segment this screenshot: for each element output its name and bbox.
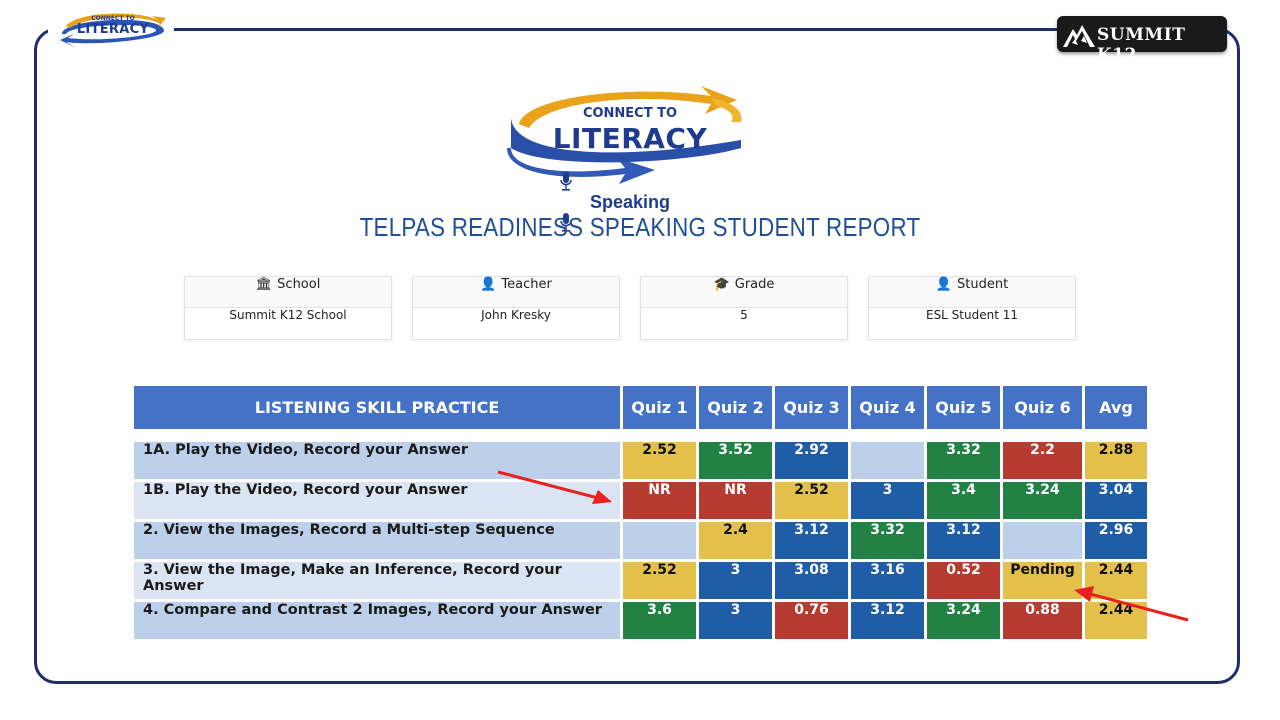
logo-small-line2: LITERACY: [76, 22, 150, 37]
logo-line2: LITERACY: [552, 122, 708, 155]
score-cell: [1003, 522, 1082, 559]
teacher-info-card: [412, 276, 620, 340]
header-quiz-3: Quiz 3: [775, 386, 848, 429]
score-cell: 3.12: [927, 522, 1000, 559]
score-cell: 3.24: [927, 602, 1000, 639]
score-cell: 0.52: [927, 562, 1000, 599]
score-cell: 3.6: [623, 602, 696, 639]
student-info-card: [868, 276, 1076, 340]
speaking-text: Speaking: [589, 192, 671, 212]
graduation-cap-icon: 🎓: [713, 277, 730, 292]
score-cell: 3.08: [775, 562, 848, 599]
score-cell: 0.88: [1003, 602, 1082, 639]
mountain-icon: [1063, 21, 1095, 47]
microphone-icon: [560, 172, 572, 192]
score-cell: 3.52: [699, 442, 772, 479]
bank-icon: 🏛: [255, 277, 273, 292]
connect-to-literacy-logo: [505, 78, 755, 212]
header-quiz-6: Quiz 6: [1003, 386, 1082, 429]
score-cell: 3.32: [851, 522, 924, 559]
row-label: 2. View the Images, Record a Multi-step Sequence: [134, 522, 620, 559]
score-cell: 3.16: [851, 562, 924, 599]
annotation-arrow-icon: [490, 468, 620, 508]
school-value: Summit K12 School: [229, 308, 347, 322]
score-cell: 2.52: [775, 482, 848, 519]
avg-cell: 2.88: [1085, 442, 1147, 479]
score-cell: 3.24: [1003, 482, 1082, 519]
logo-line1: CONNECT TO: [582, 106, 678, 121]
score-cell: 3.4: [927, 482, 1000, 519]
header-quiz-1: Quiz 1: [623, 386, 696, 429]
user-icon: 👤: [480, 277, 497, 292]
grade-info-header: [641, 277, 847, 308]
header-quiz-5: Quiz 5: [927, 386, 1000, 429]
row-label: 4. Compare and Contrast 2 Images, Record your Answer: [134, 602, 620, 639]
avg-cell: 2.96: [1085, 522, 1147, 559]
score-cell: 3.12: [851, 602, 924, 639]
connect-to-literacy-logo-small: [48, 4, 174, 56]
score-cell: 3: [851, 482, 924, 519]
avg-cell: 3.04: [1085, 482, 1147, 519]
grade-info-card: [640, 276, 848, 340]
annotation-arrow-icon: [1068, 580, 1192, 626]
student-label: Student: [957, 277, 1009, 292]
header-quiz-4: Quiz 4: [851, 386, 924, 429]
logo-small-line1: CONNECT TO: [91, 15, 135, 22]
score-cell: 0.76: [775, 602, 848, 639]
avg-cell: 2.44: [1085, 562, 1147, 599]
grade-value: 5: [740, 308, 748, 322]
teacher-value: John Kresky: [481, 308, 551, 322]
header-avg: Avg: [1085, 386, 1147, 429]
score-cell: 3: [699, 562, 772, 599]
header-skill: LISTENING SKILL PRACTICE: [134, 386, 620, 429]
school-info-header: [185, 277, 391, 308]
score-cell: 2.92: [775, 442, 848, 479]
row-label: 1A. Play the Video, Record your Answer: [134, 442, 620, 479]
score-cell: 2.4: [699, 522, 772, 559]
student-value: ESL Student 11: [925, 308, 1019, 322]
score-cell: 2.2: [1003, 442, 1082, 479]
row-label: 3. View the Image, Make an Inference, Record your Answer: [134, 562, 620, 599]
brand-name: SUMMIT K12: [1097, 25, 1186, 65]
row-label: 1B. Play the Video, Record your Answer: [134, 482, 620, 519]
summit-k12-badge: [1057, 14, 1227, 65]
score-cell: 2.52: [623, 562, 696, 599]
score-cell-pending: Pending: [1003, 562, 1082, 599]
score-cell: [623, 522, 696, 559]
score-cell: [851, 442, 924, 479]
score-cell: NR: [623, 482, 696, 519]
user-icon: 👤: [935, 277, 952, 292]
score-cell: NR: [699, 482, 772, 519]
avg-cell: 2.44: [1085, 602, 1147, 639]
school-label: School: [277, 277, 321, 292]
score-cell: 3: [699, 602, 772, 639]
score-cell: 3.12: [775, 522, 848, 559]
school-info-card: [184, 276, 392, 340]
report-title: TELPAS READINESS SPEAKING STUDENT REPORT: [359, 212, 921, 242]
score-cell: 2.52: [623, 442, 696, 479]
teacher-label: Teacher: [501, 277, 552, 292]
header-quiz-2: Quiz 2: [699, 386, 772, 429]
student-info-header: [869, 277, 1075, 308]
score-cell: 3.32: [927, 442, 1000, 479]
grade-label: Grade: [734, 277, 775, 292]
teacher-info-header: [413, 277, 619, 308]
